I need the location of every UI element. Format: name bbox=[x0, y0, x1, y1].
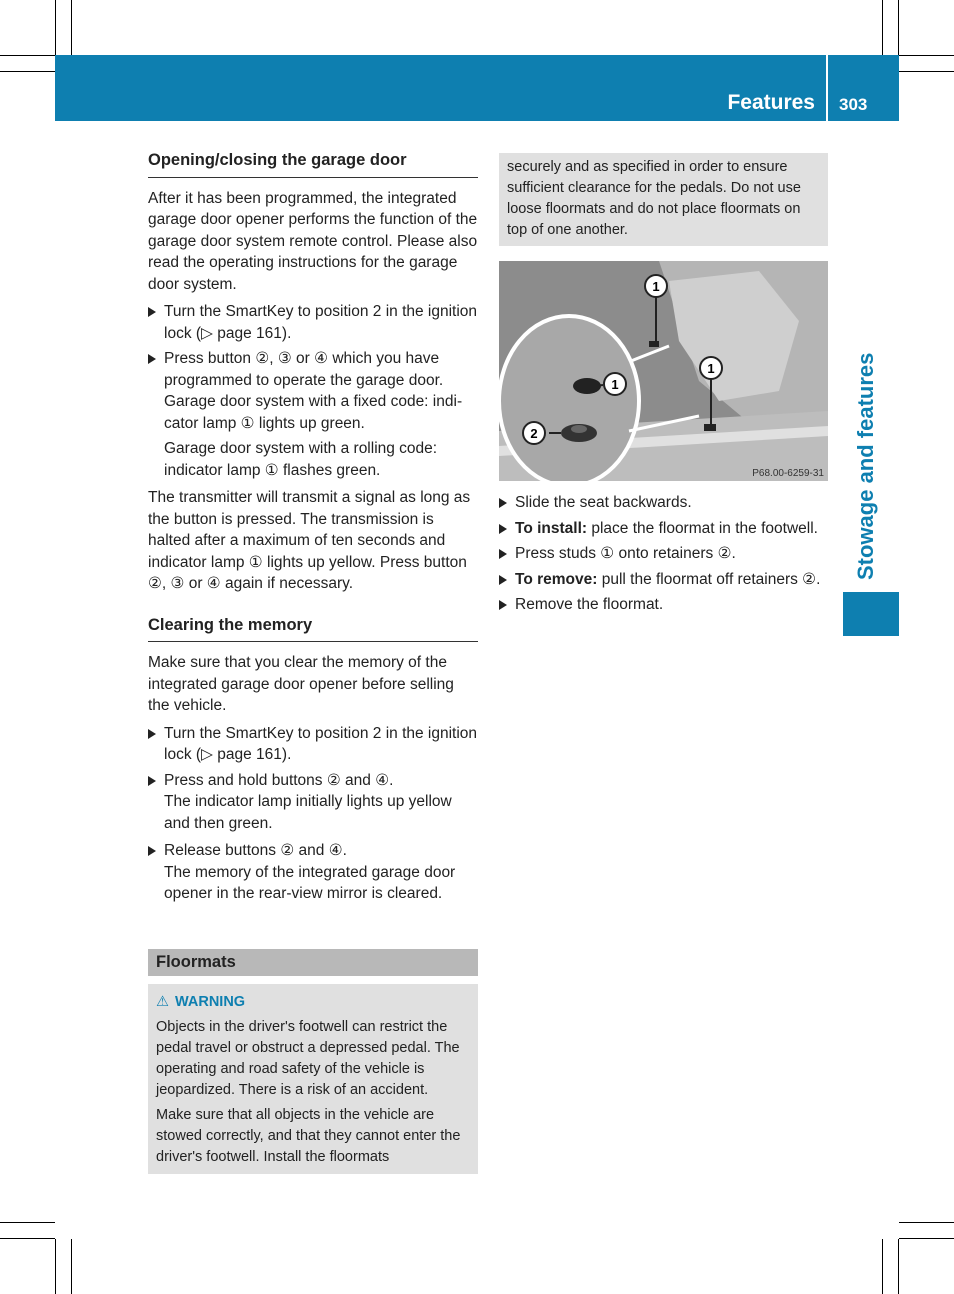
figure-code: P68.00-6259-31 bbox=[752, 468, 824, 479]
warning-box bbox=[148, 984, 478, 1174]
instruction-step: Press button ②, ③ or ④ which you have programmed to operate the garage door. Garage door system with a fixed code: indicator lamp ① lights up green. bbox=[148, 348, 478, 434]
warning-text: securely and as specified in order to ensure sufficient clearance for the pedals. Do not use loose floormats and do not place floormats on top of one another. bbox=[507, 159, 801, 238]
crop-mark bbox=[55, 0, 56, 55]
crop-mark bbox=[71, 1239, 72, 1294]
crop-mark bbox=[898, 1239, 899, 1294]
paragraph: The transmitter will transmit a signal as long as the button is pressed. The transmission is halted after a maximum of ten seconds and indicator lamp ① lights up yellow. Press button ②, ③ or ④ again if necessary. bbox=[148, 489, 471, 592]
section-heading: Clearing the memory bbox=[148, 615, 478, 643]
paragraph: After it has been programmed, the integrated garage door opener performs the function of the garage door system remote control. Please also read the operating instructions for the garage door system. bbox=[148, 189, 478, 293]
crop-mark bbox=[899, 1222, 954, 1223]
instruction-step: Turn the SmartKey to position 2 in the ignition lock (▷ page 161). bbox=[148, 301, 478, 344]
instruction-note: The memory of the integrated garage door opener in the rear-view mirror is cleared. bbox=[164, 863, 456, 902]
crop-mark bbox=[0, 71, 55, 72]
warning-text: Make sure that all objects in the vehicle are stowed correctly, and that they cannot enter the driver's footwell. Install the floormats bbox=[156, 1107, 461, 1165]
right-steps bbox=[499, 492, 829, 620]
step-text: place the floormat in the footwell. bbox=[587, 519, 818, 537]
crop-mark bbox=[0, 1222, 55, 1223]
warning-triangle-icon: ⚠ bbox=[156, 994, 169, 1010]
floormat-illustration bbox=[499, 261, 828, 481]
step-text: Press studs ① onto retainers ②. bbox=[515, 545, 736, 562]
crop-mark bbox=[71, 0, 72, 55]
left-column bbox=[148, 150, 478, 1174]
header-title: Features bbox=[727, 91, 815, 114]
floormat-figure bbox=[499, 261, 828, 481]
instruction-note: Garage door system with a rolling code: indicator lamp ① flashes green. bbox=[164, 440, 438, 479]
side-tab-label: Stowage and features bbox=[853, 352, 878, 580]
crop-mark bbox=[0, 1238, 55, 1239]
instruction-step bbox=[499, 543, 829, 565]
figure-callout: 2 bbox=[530, 426, 538, 441]
instruction-step bbox=[499, 594, 829, 616]
section-heading: Opening/closing the garage door bbox=[148, 150, 478, 178]
warning-box-continued bbox=[499, 153, 828, 246]
step-text: Remove the floormat. bbox=[515, 596, 664, 613]
header-bar bbox=[55, 55, 899, 121]
warning-text: Objects in the driver's footwell can restrict the pedal travel or obstruct a depressed pedal. The operating and road safety of the vehicle is jeopardized. There is a risk of an accident. bbox=[156, 1019, 460, 1098]
step-bold: To install: bbox=[515, 519, 588, 537]
instruction-step bbox=[499, 492, 829, 514]
crop-mark bbox=[898, 0, 899, 55]
crop-mark bbox=[55, 1239, 56, 1294]
side-tab-marker bbox=[843, 592, 899, 636]
crop-mark bbox=[899, 1238, 954, 1239]
crop-mark bbox=[882, 0, 883, 55]
figure-callout: 1 bbox=[611, 377, 619, 392]
section-heading-floormats: Floormats bbox=[148, 949, 478, 977]
header-separator bbox=[826, 55, 828, 121]
page-number: 303 bbox=[839, 95, 868, 114]
instruction-step: Turn the SmartKey to position 2 in the ignition lock (▷ page 161). bbox=[148, 723, 478, 766]
step-text: Slide the seat backwards. bbox=[515, 494, 692, 511]
figure-callout: 1 bbox=[707, 361, 715, 376]
instruction-note: The indicator lamp initially lights up yellow and then green. bbox=[164, 793, 452, 832]
instruction-step bbox=[499, 569, 829, 591]
step-bold: To remove: bbox=[515, 570, 598, 588]
crop-mark bbox=[899, 71, 954, 72]
instruction-step bbox=[499, 518, 829, 540]
step-text: pull the floormat off retainers ②. bbox=[597, 570, 821, 588]
warning-title: WARNING bbox=[175, 994, 246, 1010]
crop-mark bbox=[0, 55, 55, 56]
instruction-step: Release buttons ② and ④. bbox=[148, 840, 478, 862]
crop-mark bbox=[882, 1239, 883, 1294]
figure-callout: 1 bbox=[652, 279, 660, 294]
crop-mark bbox=[899, 55, 954, 56]
instruction-step: Press and hold buttons ② and ④. bbox=[148, 770, 478, 792]
paragraph: Make sure that you clear the memory of the integrated garage door opener before selling the vehicle. bbox=[148, 654, 454, 714]
